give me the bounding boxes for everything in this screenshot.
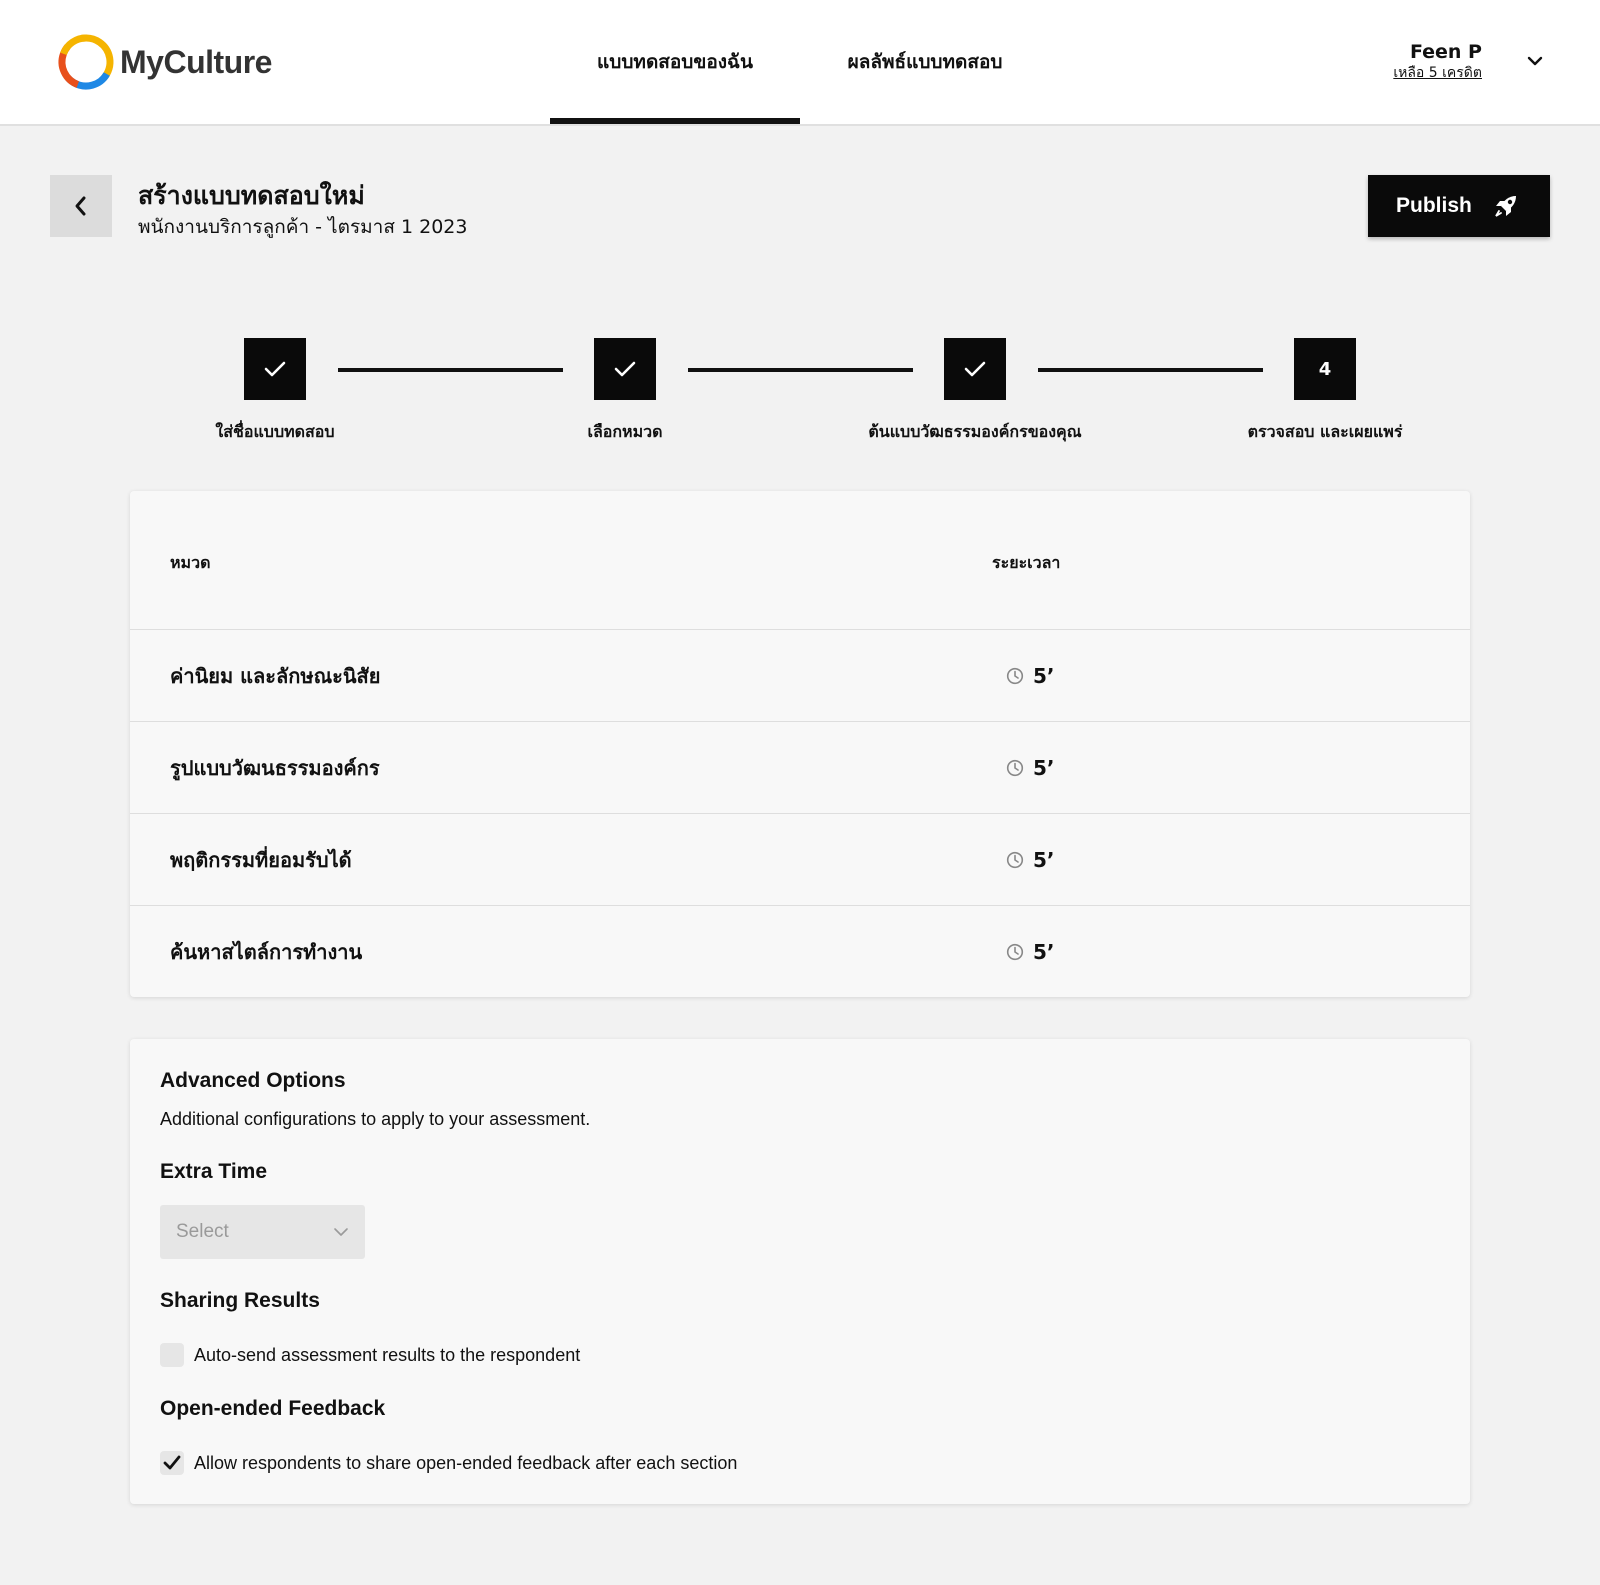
- step-2-done: [594, 338, 656, 400]
- check-icon: [963, 359, 987, 379]
- column-header-category: หมวด: [170, 553, 211, 572]
- table-row: [130, 630, 1470, 722]
- table-row: [130, 906, 1470, 997]
- advanced-options-panel: [130, 1039, 1470, 1504]
- chevron-left-icon: [72, 195, 90, 217]
- chevron-down-icon: [333, 1227, 349, 1237]
- publish-button[interactable]: [1368, 175, 1550, 237]
- rocket-icon: [1492, 192, 1520, 220]
- credits-link[interactable]: เหลือ 5 เครดิต: [1393, 65, 1482, 81]
- extra-time-select[interactable]: [160, 1205, 365, 1259]
- category-duration: [1006, 906, 1055, 997]
- category-name: พฤติกรรมที่ยอมรับได้: [170, 847, 352, 872]
- category-duration: [1006, 814, 1055, 905]
- page-title: สร้างแบบทดสอบใหม่: [138, 181, 365, 210]
- step-1-done: [244, 338, 306, 400]
- user-menu[interactable]: [1393, 40, 1482, 82]
- table-row: [130, 722, 1470, 814]
- tab-assessment-results[interactable]: ผลลัพธ์แบบทดสอบ: [847, 51, 1003, 73]
- step-connector: [338, 368, 563, 372]
- category-duration: [1006, 722, 1055, 813]
- open-feedback-option: [160, 1451, 737, 1475]
- table-row: [130, 814, 1470, 906]
- categories-table: [130, 491, 1470, 997]
- auto-send-option: [160, 1343, 580, 1367]
- column-header-duration: ระยะเวลา: [992, 553, 1061, 572]
- step-4-current: 4: [1294, 338, 1356, 400]
- table-header: [130, 491, 1470, 630]
- open-feedback-checkbox[interactable]: [160, 1451, 184, 1475]
- top-navigation-bar: [0, 0, 1600, 126]
- step-1-label: ใส่ชื่อแบบทดสอบ: [215, 422, 335, 441]
- page-subtitle: พนักงานบริการลูกค้า - ไตรมาส 1 2023: [138, 216, 468, 238]
- duration-value: 5’: [1033, 755, 1055, 780]
- back-button[interactable]: [50, 175, 112, 237]
- advanced-options-description: Additional configurations to apply to your assessment.: [160, 1109, 591, 1129]
- advanced-options-title: Advanced Options: [160, 1069, 346, 1092]
- clock-icon: [1006, 851, 1024, 869]
- clock-icon: [1006, 759, 1024, 777]
- open-feedback-label: Allow respondents to share open-ended feedback after each section: [194, 1452, 738, 1473]
- category-name: ค่านิยม และลักษณะนิสัย: [170, 663, 381, 688]
- check-icon: [163, 1455, 181, 1471]
- step-connector: [1038, 368, 1263, 372]
- clock-icon: [1006, 943, 1024, 961]
- auto-send-label: Auto-send assessment results to the respondent: [194, 1344, 581, 1365]
- open-ended-feedback-heading: Open-ended Feedback: [160, 1397, 386, 1420]
- extra-time-heading: Extra Time: [160, 1160, 267, 1183]
- step-3-done: [944, 338, 1006, 400]
- category-name: ค้นหาสไตล์การทำงาน: [170, 939, 363, 964]
- duration-value: 5’: [1033, 663, 1055, 688]
- chevron-down-icon[interactable]: [1526, 54, 1544, 68]
- step-connector: [688, 368, 913, 372]
- select-placeholder: Select: [176, 1221, 229, 1242]
- logo[interactable]: [56, 32, 272, 92]
- check-icon: [613, 359, 637, 379]
- step-3-label: ต้นแบบวัฒธรรมองค์กรของคุณ: [868, 422, 1082, 441]
- clock-icon: [1006, 667, 1024, 685]
- category-name: รูปแบบวัฒนธรรมองค์กร: [170, 755, 380, 780]
- duration-value: 5’: [1033, 939, 1055, 964]
- publish-label: Publish: [1396, 194, 1472, 217]
- user-name: Feen P: [1409, 41, 1482, 63]
- sharing-results-heading: Sharing Results: [160, 1289, 320, 1312]
- step-2-label: เลือกหมวด: [587, 422, 663, 441]
- logo-ring-icon: [56, 32, 116, 92]
- duration-value: 5’: [1033, 847, 1055, 872]
- check-icon: [263, 359, 287, 379]
- tab-my-assessments[interactable]: แบบทดสอบของฉัน: [550, 0, 800, 124]
- category-duration: [1006, 630, 1055, 721]
- logo-text: MyCulture: [120, 43, 272, 80]
- step-4-label: ตรวจสอบ และเผยแพร่: [1247, 422, 1403, 441]
- auto-send-checkbox[interactable]: [160, 1343, 184, 1367]
